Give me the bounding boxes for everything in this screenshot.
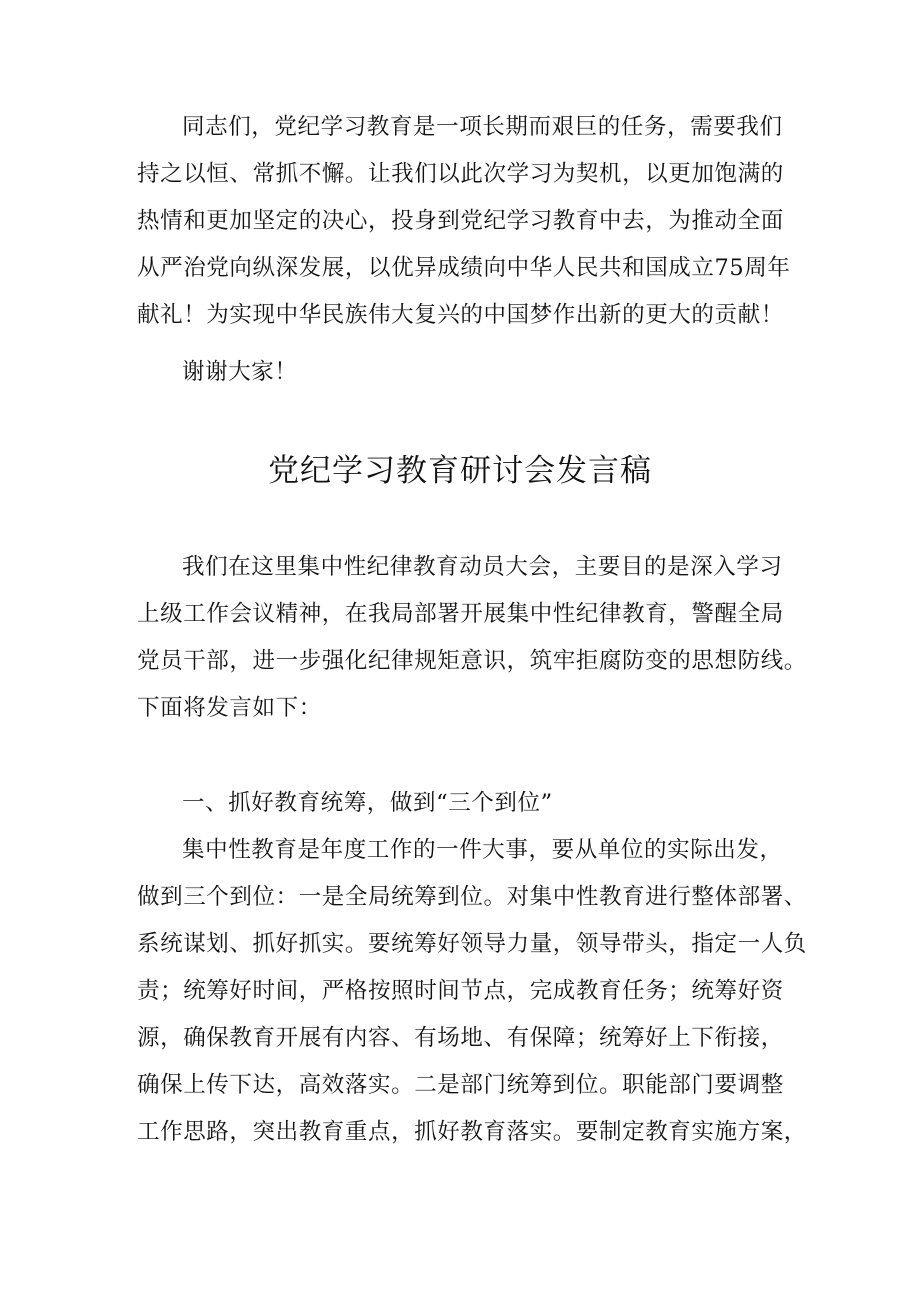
paragraph-line: 下面将发言如下： bbox=[137, 695, 322, 721]
paragraph-line: 工作思路，突出教育重点，抓好教育落实。要制定教育实施方案， bbox=[137, 1119, 807, 1145]
paragraph-line: 集中性教育是年度工作的一件大事，要从单位的实际出发， bbox=[182, 837, 783, 863]
paragraph-line: 我们在这里集中性纪律教育动员大会，主要目的是深入学习 bbox=[182, 554, 783, 580]
paragraph-line: 献礼！为实现中华民族伟大复兴的中国梦作出新的更大的贡献！ bbox=[137, 302, 784, 328]
paragraph-line: 责；统筹好时间，严格按照时间节点，完成教育任务；统筹好资 bbox=[137, 978, 784, 1004]
closing-paragraph bbox=[137, 104, 791, 339]
paragraph-line: 确保上传下达，高效落实。二是部门统筹到位。职能部门要调整 bbox=[137, 1072, 784, 1098]
section-heading: 一、抓好教育统筹，做到“三个到位” bbox=[182, 790, 553, 816]
document-title: 党纪学习教育研讨会发言稿 bbox=[268, 453, 652, 489]
paragraph-line: 党员干部，进一步强化纪律规矩意识，筑牢拒腐防变的思想防线。 bbox=[137, 648, 807, 674]
paragraph-line: 系统谋划、抓好抓实。要统筹好领导力量，领导带头，指定一人负 bbox=[137, 931, 807, 957]
paragraph-line: 同志们，党纪学习教育是一项长期而艰巨的任务，需要我们 bbox=[182, 114, 783, 140]
intro-paragraph bbox=[137, 544, 807, 732]
paragraph-line: 持之以恒、常抓不懈。让我们以此次学习为契机，以更加饱满的 bbox=[137, 161, 784, 187]
paragraph-line: 源，确保教育开展有内容、有场地、有保障；统筹好上下衔接， bbox=[137, 1025, 784, 1051]
paragraph-line: 热情和更加坚定的决心，投身到党纪学习教育中去，为推动全面 bbox=[137, 208, 784, 234]
paragraph-line: 做到三个到位：一是全局统筹到位。对集中性教育进行整体部署、 bbox=[137, 884, 807, 910]
thanks-line: 谢谢大家！ bbox=[182, 359, 298, 385]
section-paragraph bbox=[137, 827, 807, 1156]
paragraph-line: 上级工作会议精神，在我局部署开展集中性纪律教育，警醒全局 bbox=[137, 601, 784, 627]
paragraph-line: 从严治党向纵深发展，以优异成绩向中华人民共和国成立75周年 bbox=[137, 255, 791, 281]
